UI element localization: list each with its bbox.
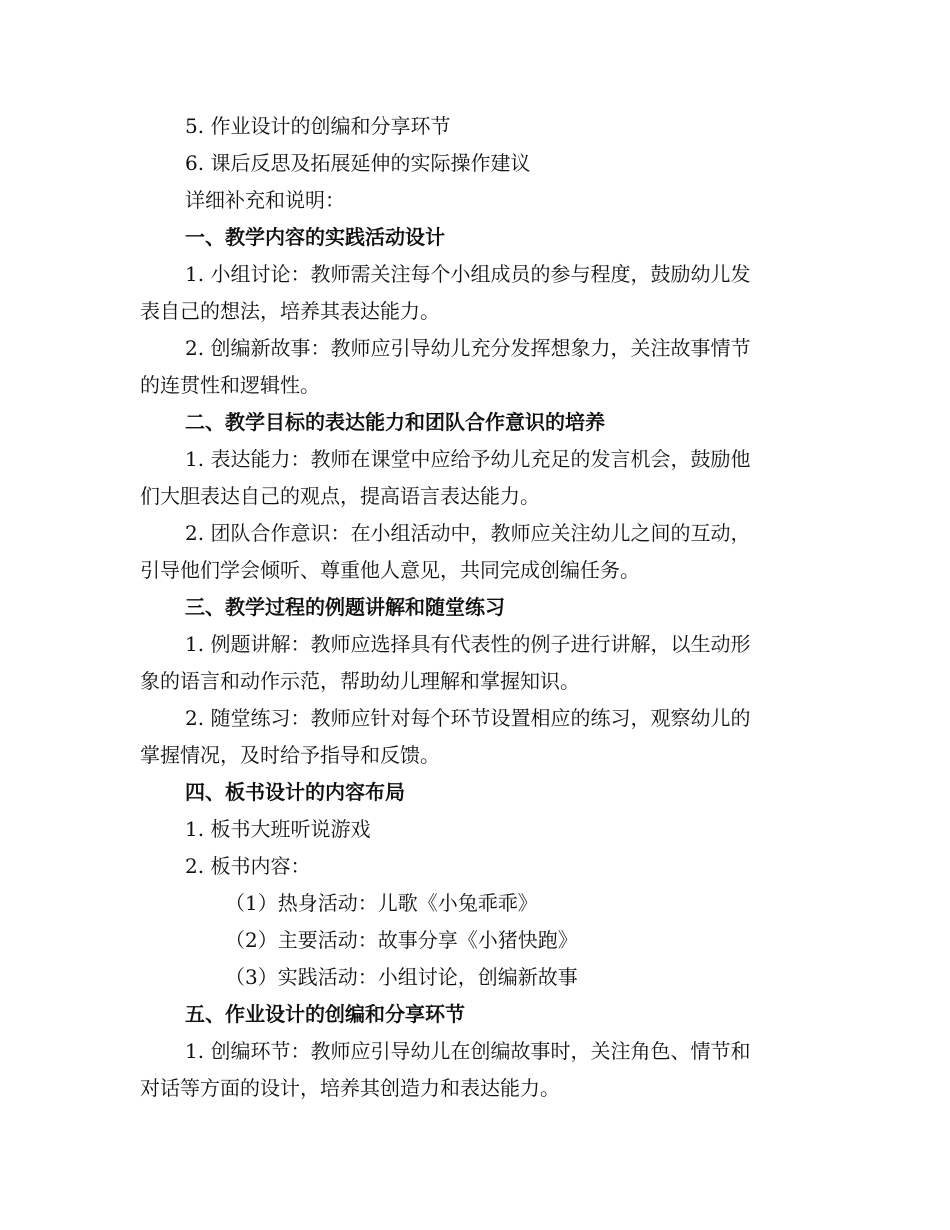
paragraph: 对话等方面的设计，培养其创造力和表达能力。 bbox=[140, 1076, 560, 1100]
paragraph: 1. 表达能力：教师在课堂中应给予幼儿充足的发言机会，鼓励他 bbox=[185, 447, 751, 471]
paragraph: 掌握情况，及时给予指导和反馈。 bbox=[140, 743, 440, 767]
sub-list-item: （3）实践活动：小组讨论，创编新故事 bbox=[225, 965, 578, 989]
list-item: 2. 板书内容： bbox=[185, 854, 311, 878]
paragraph: 1. 小组讨论：教师需关注每个小组成员的参与程度，鼓励幼儿发 bbox=[185, 262, 751, 286]
list-item: 5. 作业设计的创编和分享环节 bbox=[185, 114, 451, 138]
paragraph: 2. 创编新故事：教师应引导幼儿充分发挥想象力，关注故事情节 bbox=[185, 336, 751, 360]
section-heading: 四、板书设计的内容布局 bbox=[185, 780, 405, 804]
section-heading: 二、教学目标的表达能力和团队合作意识的培养 bbox=[185, 410, 605, 434]
paragraph: 2. 随堂练习：教师应针对每个环节设置相应的练习，观察幼儿的 bbox=[185, 706, 751, 730]
paragraph: 象的语言和动作示范，帮助幼儿理解和掌握知识。 bbox=[140, 669, 580, 693]
paragraph: 的连贯性和逻辑性。 bbox=[140, 373, 320, 397]
list-item: 1. 板书大班听说游戏 bbox=[185, 817, 371, 841]
paragraph: 1. 例题讲解：教师应选择具有代表性的例子进行讲解，以生动形 bbox=[185, 632, 751, 656]
sub-list-item: （2）主要活动：故事分享《小猪快跑》 bbox=[225, 928, 578, 952]
paragraph: 1. 创编环节：教师应引导幼儿在创编故事时，关注角色、情节和 bbox=[185, 1039, 751, 1063]
paragraph: 们大胆表达自己的观点，提高语言表达能力。 bbox=[140, 484, 540, 508]
paragraph: 2. 团队合作意识：在小组活动中，教师应关注幼儿之间的互动， bbox=[185, 521, 751, 545]
section-heading: 一、教学内容的实践活动设计 bbox=[185, 225, 445, 249]
list-item: 6. 课后反思及拓展延伸的实际操作建议 bbox=[185, 151, 531, 175]
sub-list-item: （1）热身活动：儿歌《小兔乖乖》 bbox=[225, 891, 538, 915]
paragraph: 表自己的想法，培养其表达能力。 bbox=[140, 299, 440, 323]
paragraph: 详细补充和说明： bbox=[185, 188, 345, 212]
paragraph: 引导他们学会倾听、尊重他人意见，共同完成创编任务。 bbox=[140, 558, 640, 582]
section-heading: 五、作业设计的创编和分享环节 bbox=[185, 1002, 465, 1026]
section-heading: 三、教学过程的例题讲解和随堂练习 bbox=[185, 595, 505, 619]
